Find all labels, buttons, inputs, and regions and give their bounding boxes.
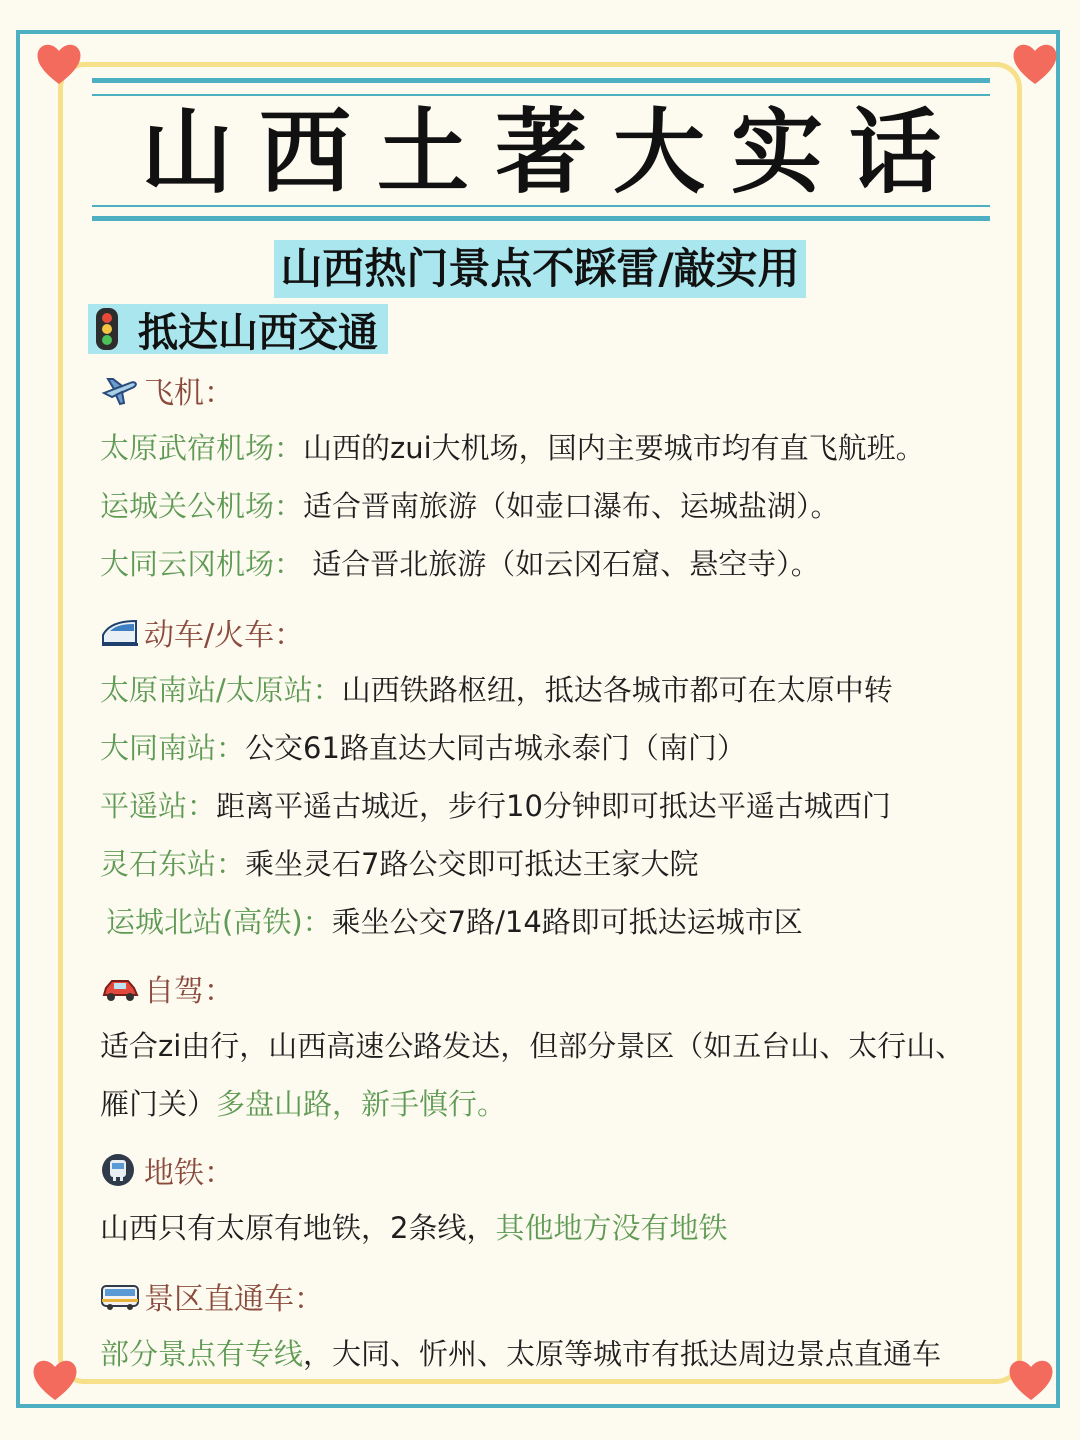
bus-text-green: 部分景点有专线	[100, 1337, 304, 1371]
item-name: 平遥站：	[100, 789, 217, 823]
traffic-light-icon	[94, 307, 120, 351]
category-label: 自驾：	[144, 974, 234, 1009]
car-text-line1: 适合zi由行，山西高速公路发达，但部分景区（如五台山、太行山、	[100, 1029, 965, 1063]
heart-icon	[1006, 1356, 1056, 1402]
category-label: 景区直通车：	[144, 1282, 324, 1317]
metro-text-green: 其他地方没有地铁	[495, 1211, 728, 1245]
item-desc: 适合晋南旅游（如壶口瀑布、运城盐湖）。	[303, 489, 840, 523]
category-label: 飞机：	[144, 376, 234, 411]
title-rule-top-thin	[92, 94, 990, 96]
list-item	[100, 784, 891, 825]
section-heading	[88, 304, 388, 354]
item-desc: 山西铁路枢纽，抵达各城市都可在太原中转	[341, 673, 893, 707]
subtitle: 山西热门景点不踩雷/敲实用	[274, 240, 805, 298]
list-item	[100, 668, 893, 709]
item-desc: 适合晋北旅游（如云冈石窟、悬空寺）。	[303, 547, 820, 581]
item-name: 运城北站(高铁)：	[106, 905, 332, 939]
metro-icon	[100, 1153, 140, 1187]
category-plane	[100, 368, 234, 412]
car-text-line2	[100, 1082, 506, 1123]
category-bus	[100, 1274, 324, 1318]
metro-text-plain: 山西只有太原有地铁，2条线，	[100, 1211, 496, 1245]
item-desc: 山西的zui大机场，国内主要城市均有直飞航班。	[303, 431, 925, 465]
item-name: 大同南站：	[100, 731, 246, 765]
metro-text	[100, 1206, 727, 1247]
item-name: 运城关公机场：	[100, 489, 304, 523]
category-label: 地铁：	[144, 1156, 234, 1191]
title-rule-top	[92, 78, 990, 83]
item-desc: 公交61路直达大同古城永泰门（南门）	[245, 731, 746, 765]
page-title: 山西土著大实话	[140, 99, 967, 206]
section-label: 抵达山西交通	[138, 309, 378, 356]
airplane-icon	[100, 373, 140, 407]
heart-icon	[1010, 40, 1060, 86]
item-desc: 距离平遥古城近，步行10分钟即可抵达平遥古城西门	[216, 789, 891, 823]
item-name: 灵石东站：	[100, 847, 246, 881]
item-name: 太原南站/太原站：	[100, 673, 342, 707]
list-item	[100, 484, 840, 525]
item-desc: 乘坐公交7路/14路即可抵达运城市区	[331, 905, 803, 939]
list-item	[106, 900, 803, 941]
category-label: 动车/火车：	[144, 618, 305, 653]
car-icon	[100, 971, 140, 1005]
car-text-green: 多盘山路，新手慎行。	[216, 1087, 507, 1121]
item-name: 大同云冈机场：	[100, 547, 304, 581]
bullet-train-icon	[100, 615, 140, 649]
list-item	[100, 842, 698, 883]
bus-text-plain: ，大同、忻州、太原等城市有抵达周边景点直通车	[303, 1337, 942, 1371]
item-desc: 乘坐灵石7路公交即可抵达王家大院	[245, 847, 699, 881]
title-rule-bottom	[92, 216, 990, 221]
subtitle-wrap	[0, 240, 1080, 298]
car-text-plain: 雁门关）	[100, 1087, 217, 1121]
heart-icon	[34, 40, 84, 86]
category-train	[100, 610, 304, 654]
list-item	[100, 426, 925, 467]
category-car	[100, 966, 234, 1010]
category-metro	[100, 1148, 234, 1192]
list-item	[100, 726, 746, 767]
bus-text	[100, 1332, 941, 1373]
list-item	[100, 542, 820, 583]
heart-icon	[30, 1356, 80, 1402]
item-name: 太原武宿机场：	[100, 431, 304, 465]
bus-icon	[100, 1279, 140, 1313]
